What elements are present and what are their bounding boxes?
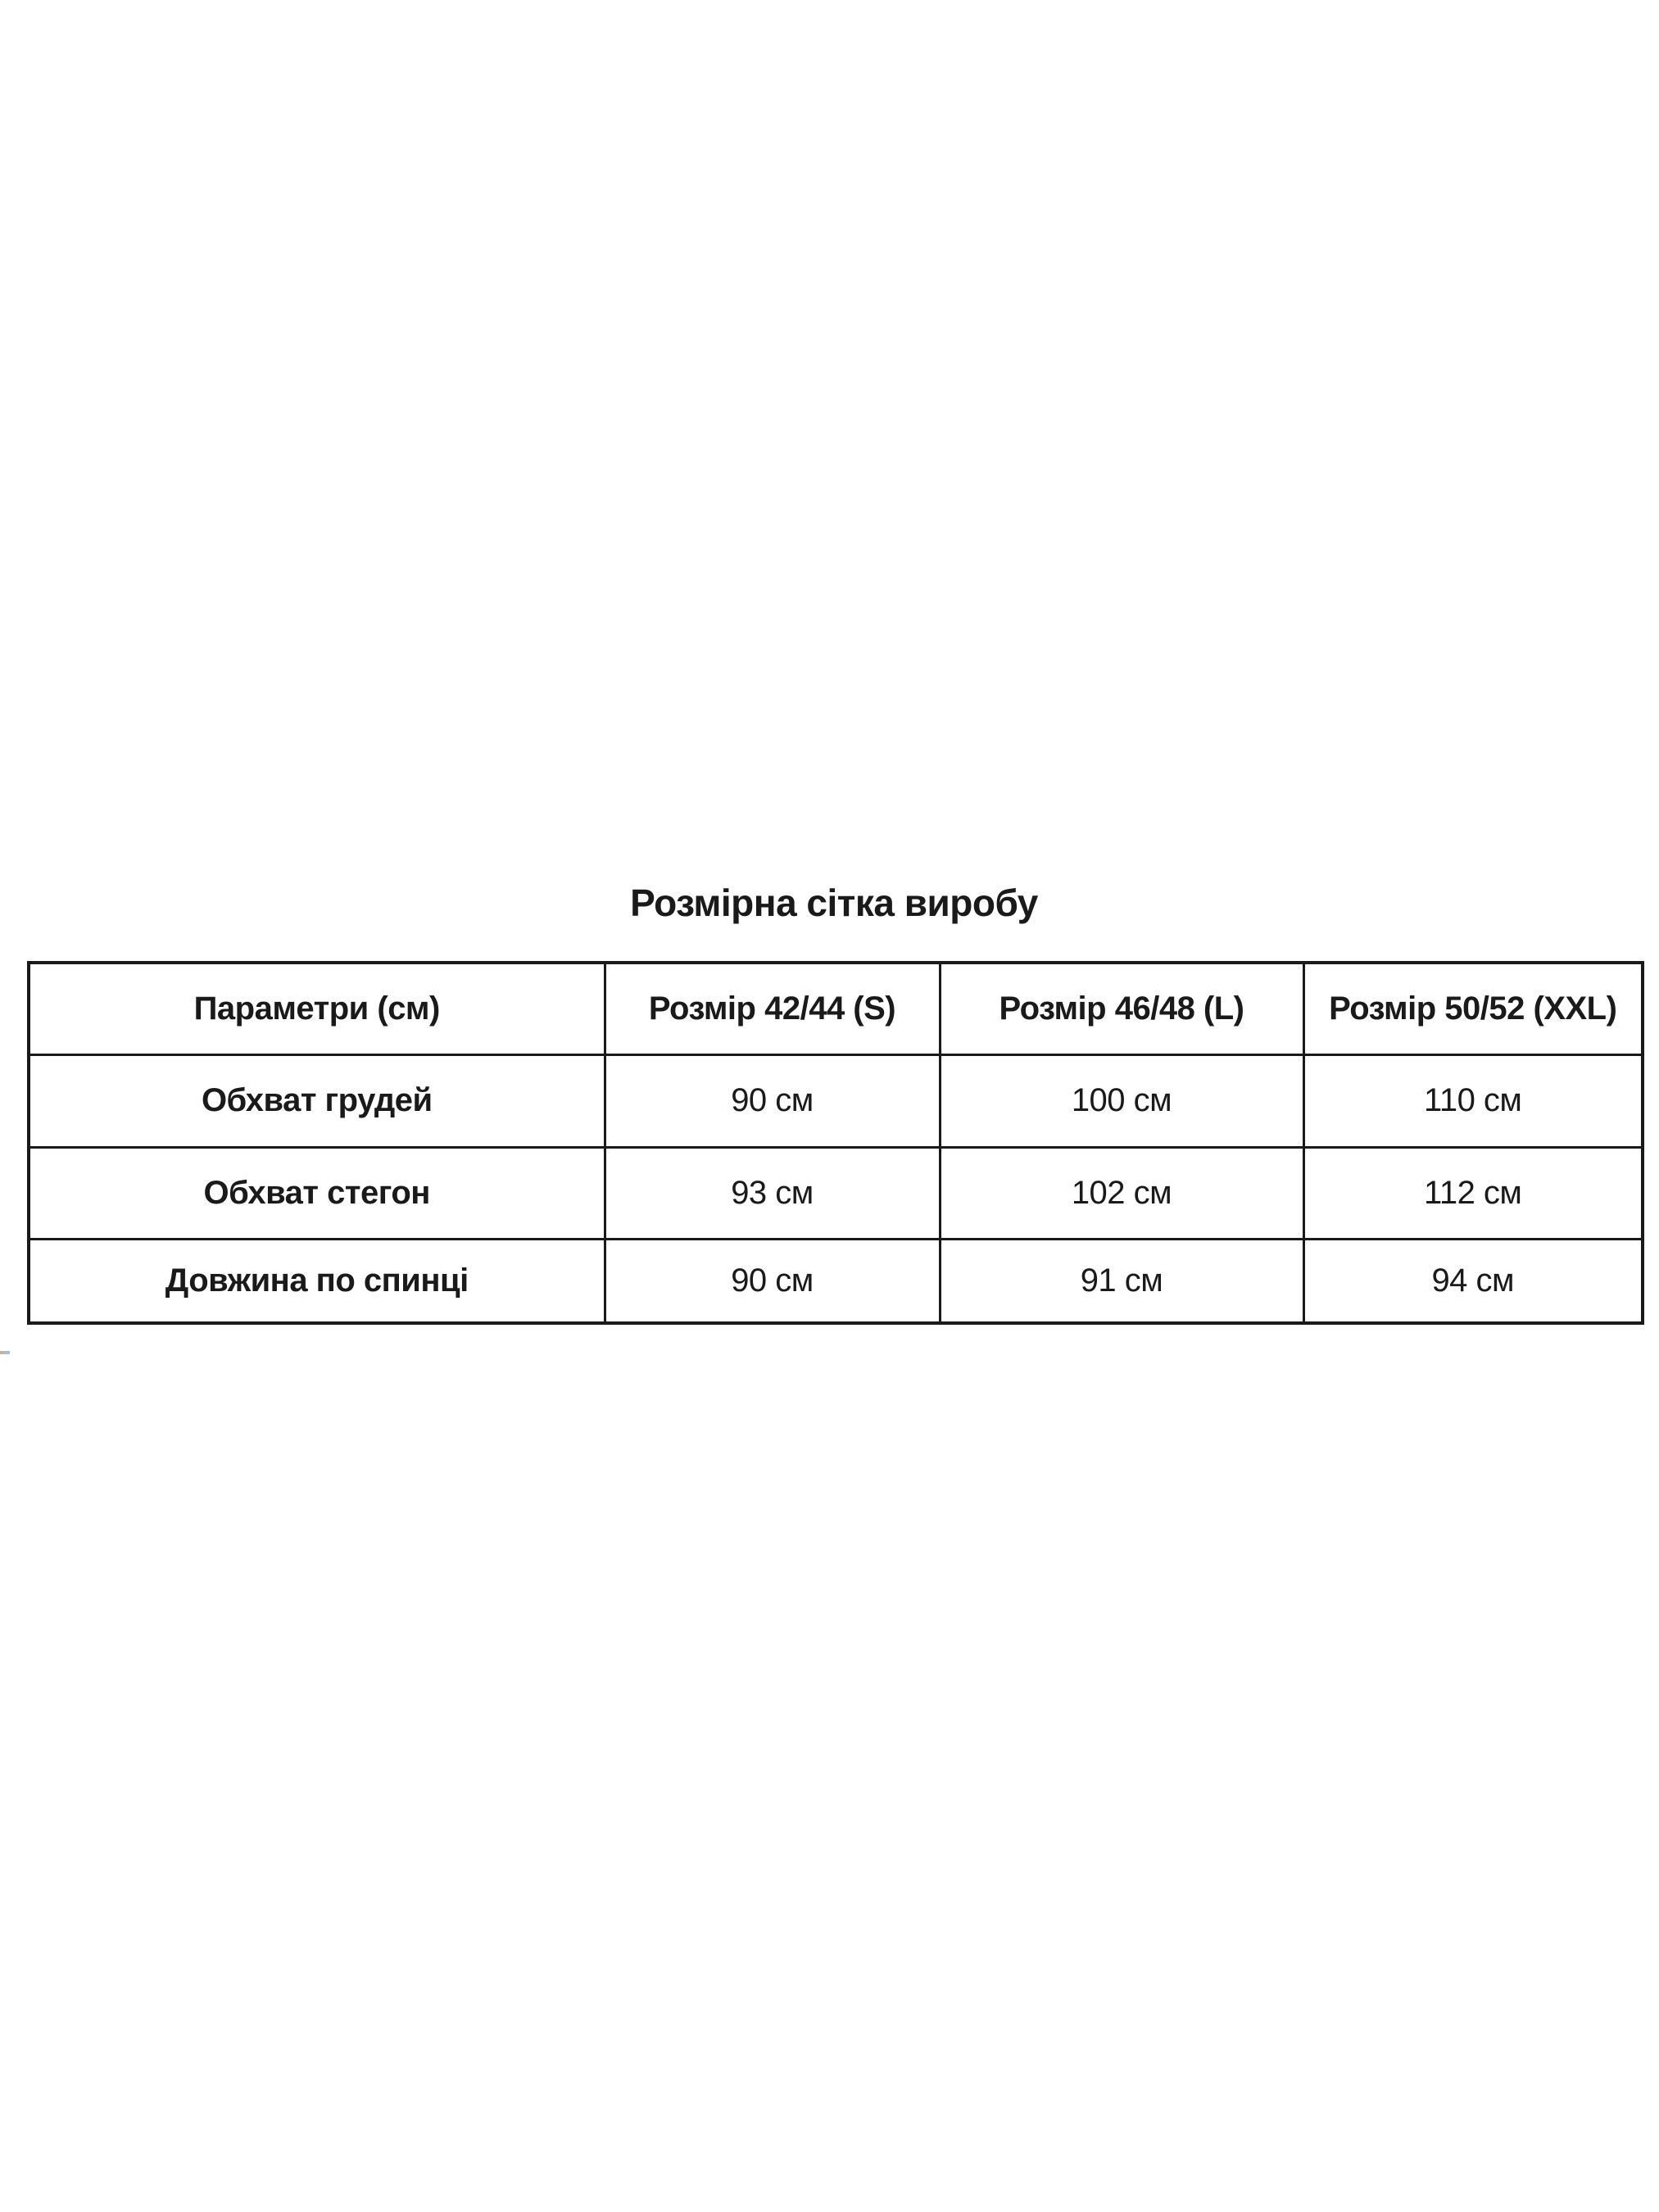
table-header-row — [29, 963, 1643, 1054]
size-chart-title: Розмірна сітка виробу — [630, 882, 1038, 924]
cell-chest-xxl: 110 см — [1303, 1054, 1643, 1147]
size-chart-table — [27, 961, 1644, 1325]
cell-chest-l: 100 см — [940, 1054, 1303, 1147]
cell-hips-xxl: 112 см — [1303, 1147, 1643, 1239]
cell-back-length-xxl: 94 см — [1303, 1239, 1643, 1323]
row-label-chest: Обхват грудей — [29, 1054, 605, 1147]
column-header-size-xxl: Розмір 50/52 (XXL) — [1303, 963, 1643, 1054]
cell-chest-s: 90 см — [605, 1054, 940, 1147]
cell-back-length-s: 90 см — [605, 1239, 940, 1323]
table-row-chest — [29, 1054, 1643, 1147]
column-header-size-l: Розмір 46/48 (L) — [940, 963, 1303, 1054]
row-label-hips: Обхват стегон — [29, 1147, 605, 1239]
cell-hips-l: 102 см — [940, 1147, 1303, 1239]
scan-artifact-dash — [0, 1351, 10, 1354]
cell-back-length-l: 91 см — [940, 1239, 1303, 1323]
table-row-hips — [29, 1147, 1643, 1239]
column-header-size-s: Розмір 42/44 (S) — [605, 963, 940, 1054]
table-row-back-length — [29, 1239, 1643, 1323]
column-header-parameters: Параметри (см) — [29, 963, 605, 1054]
cell-hips-s: 93 см — [605, 1147, 940, 1239]
row-label-back-length: Довжина по спинці — [29, 1239, 605, 1323]
